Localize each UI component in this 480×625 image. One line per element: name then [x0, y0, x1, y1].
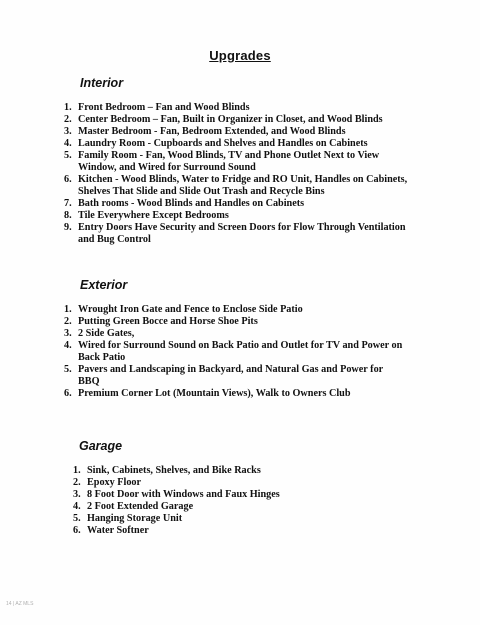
list-item-text: Pavers and Landscaping in Backyard, and Natural Gas and Power for BBQ — [78, 364, 384, 387]
interior-list — [64, 102, 410, 246]
list-item-text: 2 Side Gates, — [78, 328, 135, 339]
exterior-list-item — [64, 388, 404, 400]
list-item-number: 1. — [64, 304, 72, 315]
interior-list-item — [64, 210, 410, 222]
interior-list-item — [64, 114, 410, 126]
list-item-text: Premium Corner Lot (Mountain Views), Walk to Owners Club — [78, 388, 351, 399]
interior-list-item — [64, 126, 410, 138]
list-item-number: 8. — [64, 210, 72, 221]
list-item-text: Wrought Iron Gate and Fence to Enclose Side Patio — [78, 304, 303, 315]
list-item-number: 5. — [73, 513, 81, 524]
list-item-number: 6. — [64, 174, 72, 185]
list-item-number: 1. — [73, 465, 81, 476]
list-item-text: Tile Everywhere Except Bedrooms — [78, 210, 229, 221]
list-item-text: Front Bedroom – Fan and Wood Blinds — [78, 102, 250, 113]
list-item-number: 1. — [64, 102, 72, 113]
list-item-text: Entry Doors Have Security and Screen Doors for Flow Through Ventilation and Bug Control — [78, 222, 406, 245]
list-item-text: Family Room - Fan, Wood Blinds, TV and Phone Outlet Next to View Window, and Wired for Surround Sound — [78, 150, 380, 173]
list-item-number: 5. — [64, 364, 72, 375]
exterior-heading: Exterior — [80, 278, 128, 292]
page-title: Upgrades — [209, 48, 271, 63]
interior-list-item — [64, 174, 410, 198]
list-item-number: 6. — [64, 388, 72, 399]
list-item-text: Hanging Storage Unit — [87, 513, 183, 524]
exterior-list-item — [64, 328, 404, 340]
garage-list-item — [73, 465, 373, 477]
exterior-list-item — [64, 316, 404, 328]
list-item-number: 4. — [64, 138, 72, 149]
garage-list-item — [73, 525, 373, 537]
list-item-number: 4. — [73, 501, 81, 512]
garage-list-item — [73, 489, 373, 501]
list-item-number: 2. — [73, 477, 81, 488]
list-item-text: Bath rooms - Wood Blinds and Handles on Cabinets — [78, 198, 305, 209]
list-item-number: 9. — [64, 222, 72, 233]
garage-list — [73, 465, 373, 537]
interior-list-item — [64, 138, 410, 150]
interior-list-item — [64, 198, 410, 210]
exterior-list-item — [64, 304, 404, 316]
list-item-text: 8 Foot Door with Windows and Faux Hinges — [87, 489, 280, 500]
list-item-text: Putting Green Bocce and Horse Shoe Pits — [78, 316, 258, 327]
garage-heading: Garage — [79, 439, 123, 453]
interior-heading: Interior — [80, 76, 124, 90]
interior-list-item — [64, 150, 410, 174]
list-item-text: Center Bedroom – Fan, Built in Organizer in Closet, and Wood Blinds — [78, 114, 383, 125]
garage-list-item — [73, 501, 373, 513]
list-item-text: Laundry Room - Cupboards and Shelves and Handles on Cabinets — [78, 138, 368, 149]
list-item-number: 3. — [64, 328, 72, 339]
list-item-number: 3. — [73, 489, 81, 500]
exterior-list — [64, 304, 404, 400]
footer-watermark: 14 | AZ MLS — [6, 601, 34, 607]
list-item-text: Epoxy Floor — [87, 477, 142, 488]
list-item-text: Wired for Surround Sound on Back Patio and Outlet for TV and Power on Back Patio — [78, 340, 403, 363]
garage-list-item — [73, 477, 373, 489]
interior-list-item — [64, 102, 410, 114]
list-item-number: 3. — [64, 126, 72, 137]
list-item-number: 4. — [64, 340, 72, 351]
list-item-number: 5. — [64, 150, 72, 161]
exterior-list-item — [64, 364, 404, 388]
list-item-text: Master Bedroom - Fan, Bedroom Extended, and Wood Blinds — [78, 126, 346, 137]
list-item-text: Kitchen - Wood Blinds, Water to Fridge and RO Unit, Handles on Cabinets, Shelves That Slide and Slide Out Trash and Recycle Bins — [78, 174, 408, 197]
list-item-text: Water Softner — [87, 525, 149, 536]
list-item-number: 2. — [64, 316, 72, 327]
list-item-text: Sink, Cabinets, Shelves, and Bike Racks — [87, 465, 261, 476]
list-item-number: 7. — [64, 198, 72, 209]
list-item-number: 2. — [64, 114, 72, 125]
list-item-text: 2 Foot Extended Garage — [87, 501, 194, 512]
garage-list-item — [73, 513, 373, 525]
list-item-number: 6. — [73, 525, 81, 536]
interior-list-item — [64, 222, 410, 246]
exterior-list-item — [64, 340, 404, 364]
